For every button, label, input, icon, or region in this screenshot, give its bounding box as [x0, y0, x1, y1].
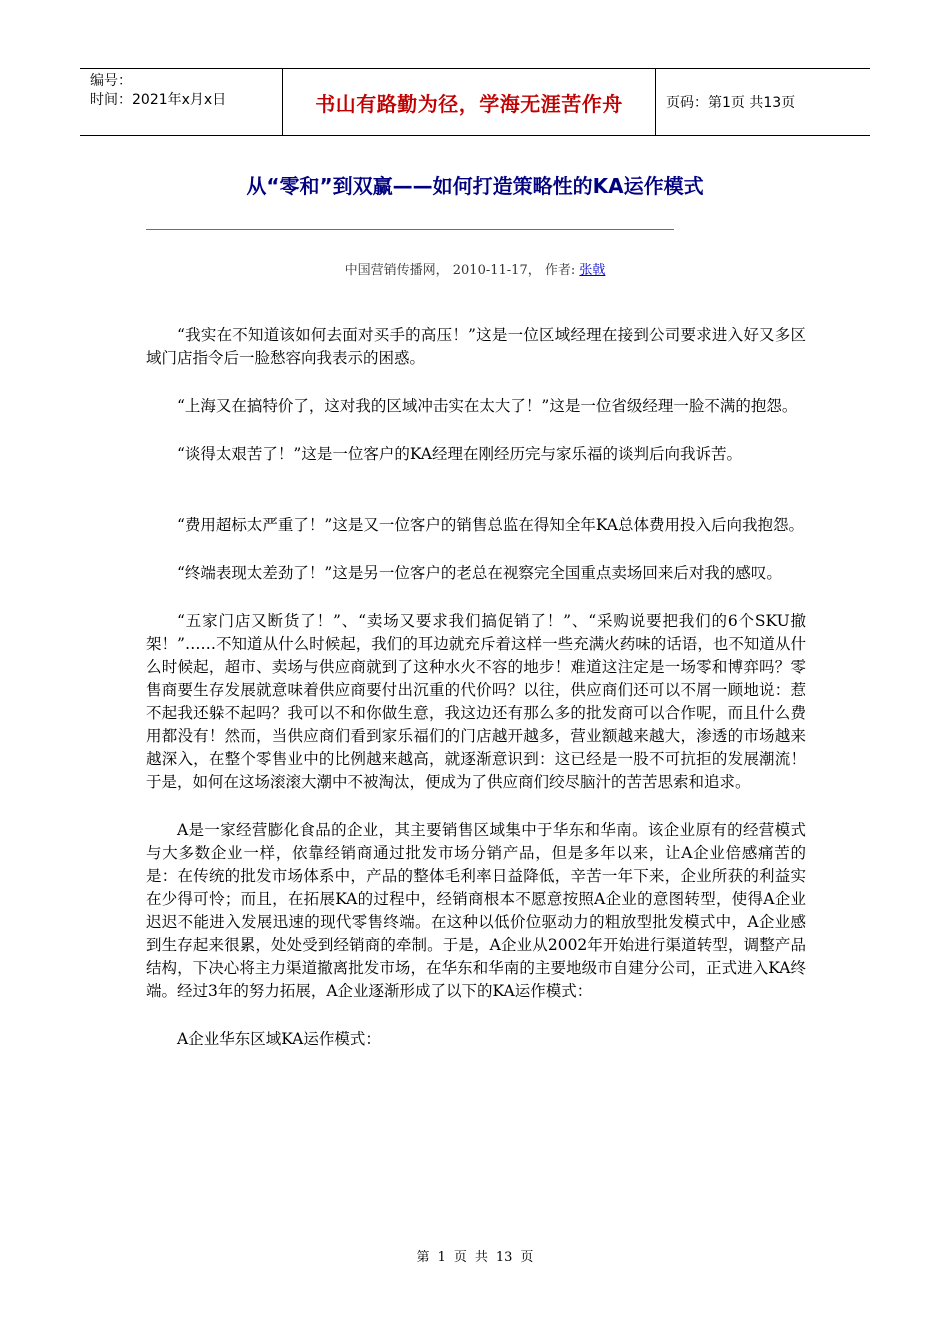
footer-total-prefix: 共: [474, 1250, 488, 1265]
paragraph: A是一家经营膨化食品的企业，其主要销售区域集中于华东和华南。该企业原有的经营模式与大多数企业一样，依靠经销商通过批发市场分销产品，但是多年以来，让A企业倍感痛苦的是：在传统的批发市场体系中，产品的整体毛利率日益降低，辛苦一年下来，企业所获的利益实在少得可怜；而且，在拓展KA的过程中，经销商根本不愿意按照A企业的意图转型，使得A企业迟迟不能进入发展迅速的现代零售终端。在这种以低价位驱动力的粗放型批发模式中，A企业感到生存起来很累，处处受到经销商的牵制。于是，A企业从2002年开始进行渠道转型，调整产品结构，下决心将主力渠道撤离批发市场，在华东和华南的主要地级市自建分公司，正式进入KA终端。经过3年的努力拓展，A企业逐渐形成了以下的KA运作模式：: [146, 821, 806, 1000]
paragraph: A企业华东区域KA运作模式：: [177, 1030, 381, 1048]
title-divider: [146, 229, 674, 230]
author-link[interactable]: 张戟: [579, 263, 606, 278]
paragraph: “上海又在搞特价了，这对我的区域冲击实在太大了！”这是一位省级经理一脸不满的抱怨。: [177, 397, 798, 415]
paragraph: “我实在不知道该如何去面对买手的高压！”这是一位区域经理在接到公司要求进入好又多区域门店指令后一脸愁容向我表示的困惑。: [146, 326, 806, 367]
paragraph: “谈得太艰苦了！”这是一位客户的KA经理在刚经历完与家乐福的谈判后向我诉苦。: [177, 445, 742, 463]
article-body: [146, 324, 806, 1076]
paragraph: “终端表现太差劲了！”这是另一位客户的老总在视察完全国重点卖场回来后对我的感叹。: [177, 564, 782, 582]
footer-suffix: 页: [520, 1250, 534, 1265]
document-time-label: 时间：2021年x月x日: [90, 92, 227, 108]
header-page-info: 页码：第1页 共13页: [666, 95, 796, 111]
footer-prefix: 第: [416, 1250, 430, 1265]
paragraph: “五家门店又断货了！”、“卖场又要求我们搞促销了！”、“采购说要把我们的6个SKU撤架！”……不知道从什么时候起，我们的耳边就充斥着这样一些充满火药味的话语，也不知道从什么时候起，超市、卖场与供应商就到了这种水火不容的地步！难道这注定是一场零和博弈吗？零售商要生存发展就意味着供应商要付出沉重的代价吗？以往，供应商们还可以不屑一顾地说：惹不起我还躲不起吗？我可以不和你做生意，我这边还有那么多的批发商可以合作呢，而且什么费用都没有！然而，当供应商们看到家乐福们的门店越开越多，营业额越来越大，渗透的市场越来越深入，在整个零售业中的比例越来越高，就逐渐意识到：这已经是一股不可抗拒的发展潮流！于是，如何在这场滚滚大潮中不被淘汰，便成为了供应商们绞尽脑汁的苦苦思索和追求。: [146, 612, 806, 791]
byline-source-date: 中国营销传播网， 2010-11-17， 作者:: [344, 263, 580, 278]
header-motto: 书山有路勤为径，学海无涯苦作舟: [282, 69, 656, 135]
document-number-label: 编号：: [90, 73, 132, 89]
footer-page-word: 页: [453, 1250, 467, 1265]
page-header: [80, 68, 870, 136]
footer-page-number: 1: [437, 1250, 446, 1265]
article-title: 从“零和”到双赢——如何打造策略性的KA运作模式: [246, 174, 704, 198]
header-meta: [80, 69, 282, 135]
page-footer: [0, 1246, 950, 1265]
article-byline: [0, 259, 950, 278]
footer-total-pages: 13: [495, 1250, 513, 1265]
paragraph: “费用超标太严重了！”这是又一位客户的销售总监在得知全年KA总体费用投入后向我抱怨。: [177, 516, 804, 534]
